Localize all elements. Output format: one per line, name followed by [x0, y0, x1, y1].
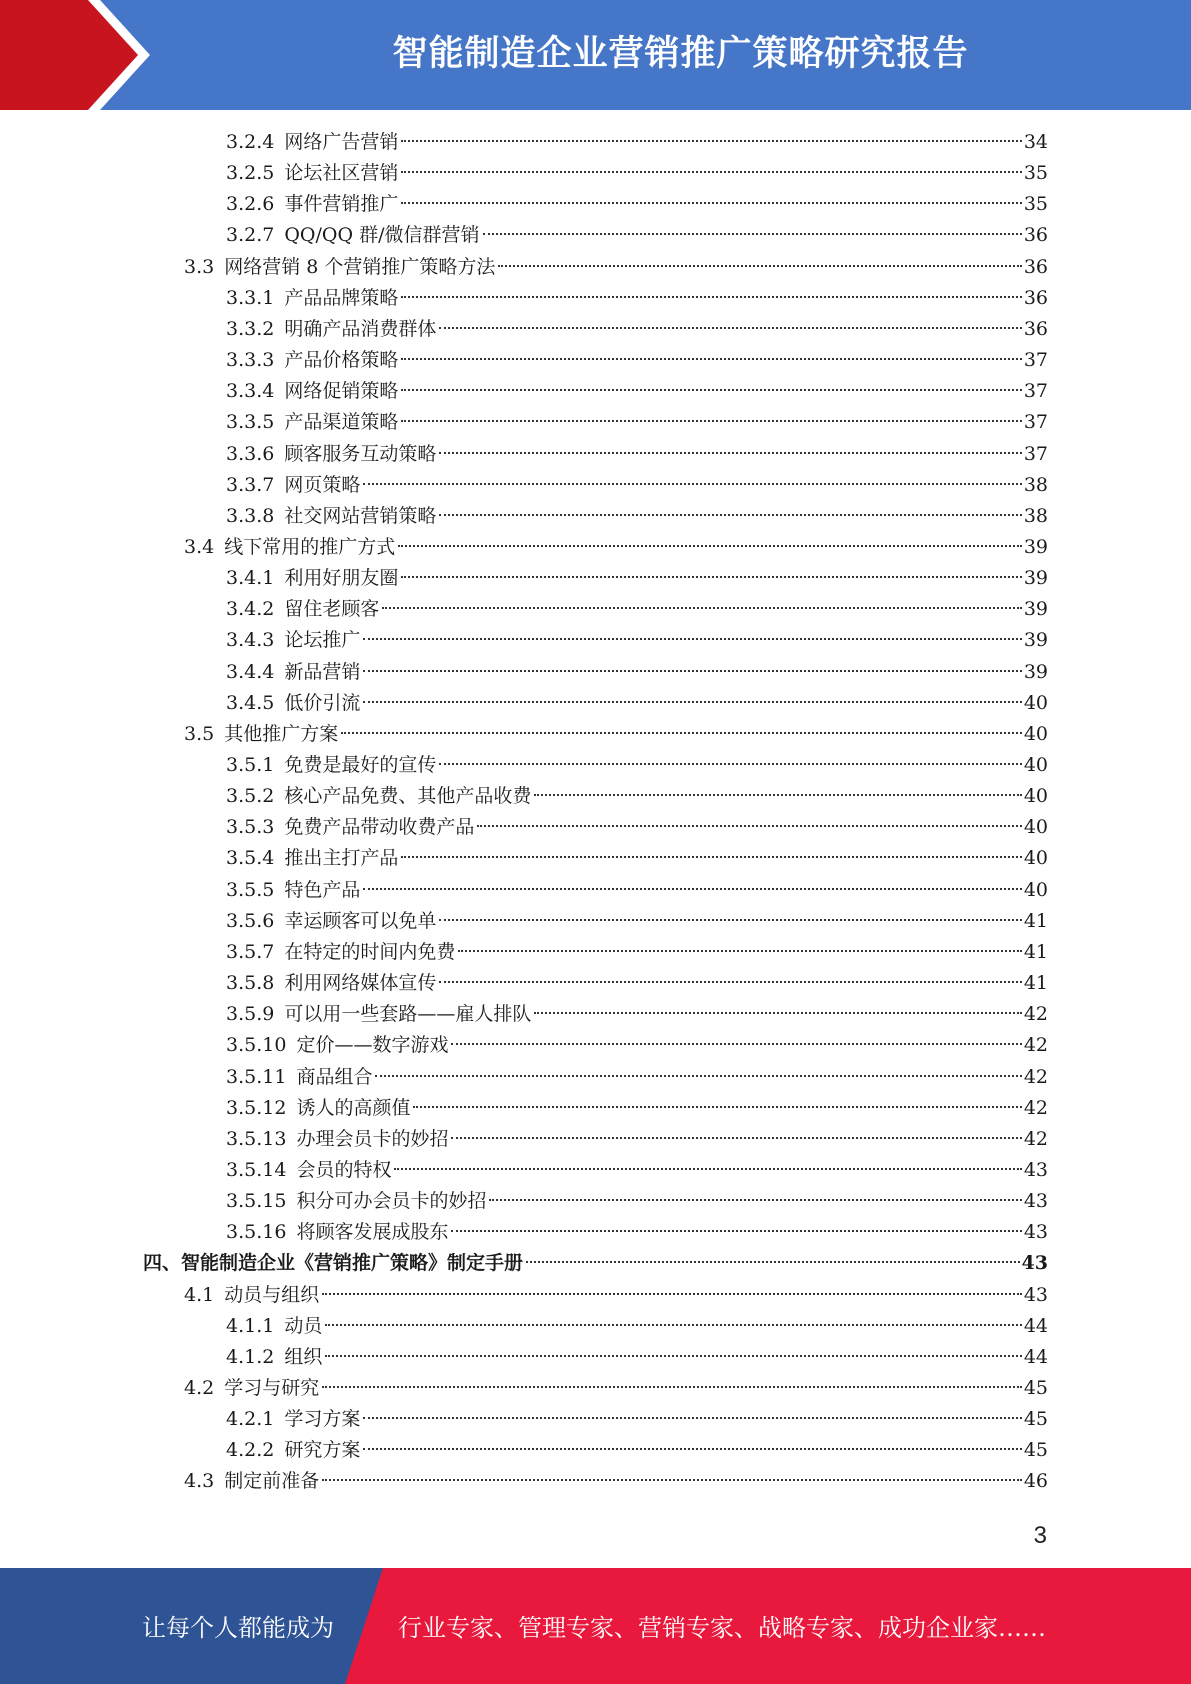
toc-entry-title: 网络营销 8 个营销推广策略方法	[224, 255, 496, 278]
toc-entry-page: 38	[1023, 473, 1048, 496]
toc-entry-number: 3.4.4	[226, 660, 275, 683]
toc-entry[interactable]	[184, 532, 1048, 563]
toc-entry-title: 定价——数字游戏	[296, 1034, 449, 1057]
toc-entry[interactable]	[226, 1186, 1048, 1217]
toc-entry-title: 网页策略	[284, 473, 361, 496]
toc-dot-leader	[363, 1417, 1021, 1419]
toc-entry-title: 社交网站营销策略	[284, 504, 437, 527]
toc-entry-title: 顾客服务互动策略	[284, 442, 437, 465]
toc-entry-page: 36	[1023, 255, 1048, 278]
toc-entry[interactable]	[226, 999, 1048, 1030]
toc-entry[interactable]	[226, 1062, 1048, 1093]
toc-entry-number: 3.2.6	[226, 193, 275, 216]
toc-entry-page: 40	[1023, 847, 1048, 870]
toc-entry-page: 42	[1023, 1065, 1048, 1088]
toc-entry-number: 3.5.15	[226, 1190, 287, 1213]
toc-entry-title: 动员	[284, 1314, 323, 1337]
toc-entry-number: 3.5.12	[226, 1096, 287, 1119]
toc-entry-title: 会员的特权	[296, 1158, 392, 1181]
toc-dot-leader	[322, 1293, 1022, 1295]
toc-entry-page: 42	[1023, 1003, 1048, 1026]
toc-dot-leader	[439, 452, 1021, 454]
toc-entry-page: 37	[1023, 442, 1048, 465]
toc-dot-leader	[363, 670, 1021, 672]
toc-entry-page: 40	[1023, 785, 1048, 808]
toc-entry[interactable]	[226, 1030, 1048, 1061]
toc-dot-leader	[413, 1106, 1021, 1108]
toc-entry[interactable]	[184, 1373, 1048, 1404]
toc-entry[interactable]	[226, 812, 1048, 843]
toc-entry-number: 3.5.14	[226, 1158, 287, 1181]
toc-entry-page: 36	[1023, 286, 1048, 309]
toc-entry-page: 40	[1023, 691, 1048, 714]
toc-dot-leader	[439, 981, 1021, 983]
toc-entry-title: 网络广告营销	[284, 131, 399, 153]
toc-entry-page: 45	[1023, 1439, 1048, 1462]
toc-dot-leader	[534, 794, 1021, 796]
toc-entry[interactable]	[226, 501, 1048, 532]
toc-entry[interactable]	[226, 937, 1048, 968]
toc-entry-title: 产品渠道策略	[284, 411, 399, 434]
toc-entry-title: 积分可办会员卡的妙招	[296, 1190, 487, 1213]
toc-entry-page: 39	[1023, 567, 1048, 590]
toc-dot-leader	[401, 420, 1021, 422]
toc-dot-leader	[439, 919, 1021, 921]
toc-entry-number: 4.1.2	[226, 1345, 275, 1368]
toc-dot-leader	[451, 1043, 1021, 1045]
toc-dot-leader	[401, 358, 1021, 360]
toc-entry-number: 3.5.9	[226, 1003, 275, 1026]
toc-entry-number: 3.5	[184, 722, 215, 745]
toc-entry-number: 3.3.4	[226, 380, 275, 403]
toc-dot-leader	[439, 763, 1021, 765]
toc-entry[interactable]	[226, 750, 1048, 781]
toc-entry-page: 35	[1023, 193, 1048, 216]
toc-dot-leader	[325, 1355, 1021, 1357]
toc-dot-leader	[489, 1199, 1021, 1201]
toc-entry-title: 制定前准备	[224, 1470, 320, 1493]
toc-dot-leader	[498, 265, 1021, 267]
toc-entry[interactable]	[226, 220, 1048, 251]
toc-entry-page: 36	[1023, 317, 1048, 340]
page-header	[0, 0, 1191, 110]
toc-entry-number: 3.5.13	[226, 1127, 287, 1150]
toc-entry-page: 40	[1023, 878, 1048, 901]
toc-entry-number: 3.4.5	[226, 691, 275, 714]
toc-entry[interactable]	[226, 1155, 1048, 1186]
toc-entry-number: 3.3.3	[226, 349, 275, 372]
toc-entry-title: 办理会员卡的妙招	[296, 1127, 449, 1150]
toc-entry-page: 40	[1023, 754, 1048, 776]
toc-entry-number: 4.2.2	[226, 1439, 275, 1462]
toc-dot-leader	[341, 732, 1022, 734]
toc-entry-title: 组织	[284, 1345, 323, 1368]
toc-entry[interactable]	[184, 252, 1048, 283]
toc-entry-page: 43	[1023, 1158, 1048, 1181]
toc-entry[interactable]	[226, 594, 1048, 625]
toc-entry-number: 3.3.6	[226, 442, 275, 465]
toc-entry-title: 其他推广方案	[224, 722, 339, 745]
toc-dot-leader	[401, 296, 1021, 298]
toc-entry-page: 45	[1023, 1377, 1048, 1399]
toc-entry-title: 诱人的高颜值	[296, 1096, 411, 1119]
toc-entry-page: 44	[1023, 1345, 1048, 1368]
toc-entry-page: 36	[1023, 224, 1048, 247]
toc-entry-number: 3.5.2	[226, 785, 275, 808]
footer-slogan-left: 让每个人都能成为	[142, 1614, 334, 1642]
toc-entry-title: 明确产品消费群体	[284, 317, 437, 340]
toc-dot-leader	[363, 638, 1021, 640]
toc-entry[interactable]	[226, 470, 1048, 501]
toc-entry-page: 42	[1023, 1127, 1048, 1150]
toc-entry-number: 4.2.1	[226, 1408, 275, 1431]
toc-dot-leader	[363, 701, 1021, 703]
toc-entry-number: 4.3	[184, 1470, 215, 1493]
toc-entry-title: 线下常用的推广方式	[224, 535, 396, 558]
toc-entry-number: 3.2.4	[226, 131, 275, 153]
toc-entry-page: 42	[1023, 1034, 1048, 1057]
toc-dot-leader	[477, 825, 1021, 827]
toc-entry[interactable]	[226, 563, 1048, 594]
page-number: 3	[1033, 1522, 1047, 1549]
toc-dot-leader	[363, 483, 1021, 485]
toc-entry-number: 3.3.2	[226, 317, 275, 340]
toc-entry-page: 39	[1023, 660, 1048, 683]
toc-entry-number: 4.1.1	[226, 1314, 275, 1337]
toc-dot-leader	[394, 1168, 1021, 1170]
toc-entry-page: 46	[1023, 1470, 1048, 1493]
toc-entry-number: 3.5.1	[226, 754, 275, 776]
toc-entry[interactable]	[226, 688, 1048, 719]
toc-entry-page: 43	[1023, 1190, 1048, 1213]
toc-entry-number: 4.1	[184, 1283, 215, 1306]
toc-dot-leader	[401, 576, 1021, 578]
toc-entry-title: 商品组合	[296, 1065, 373, 1088]
toc-entry-title: 免费是最好的宣传	[284, 754, 437, 776]
document-title: 智能制造企业营销推广策略研究报告	[392, 34, 969, 74]
toc-entry[interactable]	[226, 158, 1048, 189]
toc-entry[interactable]	[226, 283, 1048, 314]
toc-entry-title: 幸运顾客可以免单	[284, 909, 437, 932]
toc-dot-leader	[483, 233, 1022, 235]
toc-entry-title: 动员与组织	[224, 1283, 320, 1306]
footer-slogan-right: 行业专家、管理专家、营销专家、战略专家、成功企业家……	[398, 1614, 1046, 1642]
page-footer	[0, 1568, 1191, 1684]
toc-entry-title: 产品价格策略	[284, 349, 399, 372]
toc-entry[interactable]	[226, 1342, 1048, 1373]
toc-entry-title: 推出主打产品	[284, 847, 399, 870]
toc-dot-leader	[322, 1386, 1022, 1388]
toc-entry[interactable]	[184, 1280, 1048, 1311]
toc-entry-number: 3.5.10	[226, 1034, 287, 1057]
toc-dot-leader	[363, 1448, 1021, 1450]
toc-entry-page: 45	[1023, 1408, 1048, 1431]
toc-entry[interactable]	[226, 314, 1048, 345]
toc-entry-title: 利用好朋友圈	[284, 567, 399, 590]
toc-entry-page: 39	[1023, 598, 1048, 621]
toc-entry-number: 3.5.16	[226, 1221, 287, 1244]
toc-entry-title: 研究方案	[284, 1439, 361, 1462]
toc-entry-page: 42	[1023, 1096, 1048, 1119]
toc-entry[interactable]	[226, 1311, 1048, 1342]
toc-entry-page: 37	[1023, 411, 1048, 434]
toc-entry-page: 43	[1021, 1252, 1048, 1275]
toc-entry-number: 3.5.6	[226, 909, 275, 932]
toc-entry-page: 37	[1023, 380, 1048, 403]
toc-dot-leader	[382, 607, 1021, 609]
toc-entry-title: 留住老顾客	[284, 598, 380, 621]
toc-entry-title: 论坛社区营销	[284, 162, 399, 185]
toc-entry-number: 3.4	[184, 535, 215, 558]
toc-entry-title: 在特定的时间内免费	[284, 940, 456, 963]
toc-dot-leader	[439, 514, 1021, 516]
toc-entry[interactable]	[226, 127, 1048, 158]
toc-entry-number: 3.2.7	[226, 224, 275, 247]
toc-entry-page: 44	[1023, 1314, 1048, 1337]
toc-entry[interactable]	[226, 345, 1048, 376]
toc-dot-leader	[451, 1230, 1021, 1232]
toc-entry-page: 41	[1023, 972, 1048, 995]
toc-entry-title: 可以用一些套路——雇人排队	[284, 1003, 532, 1026]
toc-entry[interactable]	[226, 1217, 1048, 1248]
toc-entry-page: 40	[1023, 816, 1048, 839]
toc-entry[interactable]	[226, 781, 1048, 812]
toc-entry[interactable]	[226, 906, 1048, 937]
toc-dot-leader	[363, 888, 1021, 890]
toc-entry-title: 论坛推广	[284, 629, 361, 652]
toc-entry-page: 41	[1023, 909, 1048, 932]
toc-entry-title: 低价引流	[284, 691, 361, 714]
toc-entry-page: 34	[1023, 131, 1048, 153]
toc-entry-number: 3.5.4	[226, 847, 275, 870]
toc-entry-page: 39	[1023, 535, 1048, 558]
toc-dot-leader	[401, 140, 1021, 142]
toc-entry-number: 3.5.3	[226, 816, 275, 839]
toc-entry[interactable]	[226, 968, 1048, 999]
toc-entry-title: QQ/QQ 群/微信群营销	[284, 224, 480, 247]
toc-dot-leader	[322, 1479, 1022, 1481]
toc-dot-leader	[401, 856, 1021, 858]
toc-dot-leader	[401, 389, 1021, 391]
toc-entry[interactable]	[184, 1466, 1048, 1497]
toc-entry-title: 免费产品带动收费产品	[284, 816, 475, 839]
toc-entry-page: 37	[1023, 349, 1048, 372]
toc-entry[interactable]	[226, 189, 1048, 220]
toc-entry-number: 3.3.1	[226, 286, 275, 309]
toc-entry[interactable]	[226, 875, 1048, 906]
toc-entry-page: 43	[1023, 1283, 1048, 1306]
toc-entry-title: 学习方案	[284, 1408, 361, 1431]
toc-entry-page: 41	[1023, 940, 1048, 963]
toc-dot-leader	[451, 1137, 1021, 1139]
toc-dot-leader	[401, 202, 1021, 204]
toc-entry-page: 35	[1023, 162, 1048, 185]
toc-entry[interactable]	[226, 376, 1048, 407]
toc-dot-leader	[526, 1261, 1020, 1263]
toc-entry-title: 核心产品免费、其他产品收费	[284, 785, 532, 808]
toc-entry-title: 利用网络媒体宣传	[284, 972, 437, 995]
toc-entry-number: 3.2.5	[226, 162, 275, 185]
toc-entry-title: 新品营销	[284, 660, 361, 683]
toc-entry-number: 3.4.3	[226, 629, 275, 652]
toc-dot-leader	[325, 1324, 1021, 1326]
toc-entry-title: 网络促销策略	[284, 380, 399, 403]
toc-entry-title: 事件营销推广	[284, 193, 399, 216]
toc-entry-page: 39	[1023, 629, 1048, 652]
toc-entry-number: 4.2	[184, 1377, 215, 1399]
toc-entry[interactable]	[143, 1248, 1048, 1279]
toc-entry[interactable]	[226, 657, 1048, 688]
toc-entry[interactable]	[226, 407, 1048, 438]
toc-entry[interactable]	[226, 843, 1048, 874]
toc-entry-title: 学习与研究	[224, 1377, 320, 1399]
toc-entry-title: 产品品牌策略	[284, 286, 399, 309]
toc-entry[interactable]	[226, 1124, 1048, 1155]
toc-entry[interactable]	[226, 1404, 1048, 1435]
toc-dot-leader	[439, 327, 1021, 329]
toc-entry-number: 3.5.7	[226, 940, 275, 963]
toc-entry-number: 3.5.5	[226, 878, 275, 901]
toc-entry-title: 特色产品	[284, 878, 361, 901]
toc-entry-page: 43	[1023, 1221, 1048, 1244]
toc-entry-page: 40	[1023, 722, 1048, 745]
toc-entry-number: 3.3.5	[226, 411, 275, 434]
toc-entry-number: 3.3.8	[226, 504, 275, 527]
toc-entry[interactable]	[184, 719, 1048, 750]
toc-entry-title: 将顾客发展成股东	[296, 1221, 449, 1244]
toc-entry-number: 3.3	[184, 255, 215, 278]
toc-entry-number: 3.4.1	[226, 567, 275, 590]
toc-dot-leader	[375, 1075, 1021, 1077]
toc-dot-leader	[458, 950, 1021, 952]
toc-entry[interactable]	[226, 625, 1048, 656]
toc-entry-number: 3.4.2	[226, 598, 275, 621]
toc-dot-leader	[398, 545, 1022, 547]
toc-entry-number: 3.5.11	[226, 1065, 287, 1088]
toc-entry[interactable]	[226, 439, 1048, 470]
toc-entry-title: 四、智能制造企业《营销推广策略》制定手册	[143, 1252, 524, 1275]
toc-entry[interactable]	[226, 1093, 1048, 1124]
toc-entry-page: 38	[1023, 504, 1048, 527]
toc-dot-leader	[534, 1012, 1021, 1014]
toc-entry-number: 3.5.8	[226, 972, 275, 995]
toc-entry[interactable]	[226, 1435, 1048, 1466]
toc-entry-number: 3.3.7	[226, 473, 275, 496]
toc-dot-leader	[401, 171, 1021, 173]
